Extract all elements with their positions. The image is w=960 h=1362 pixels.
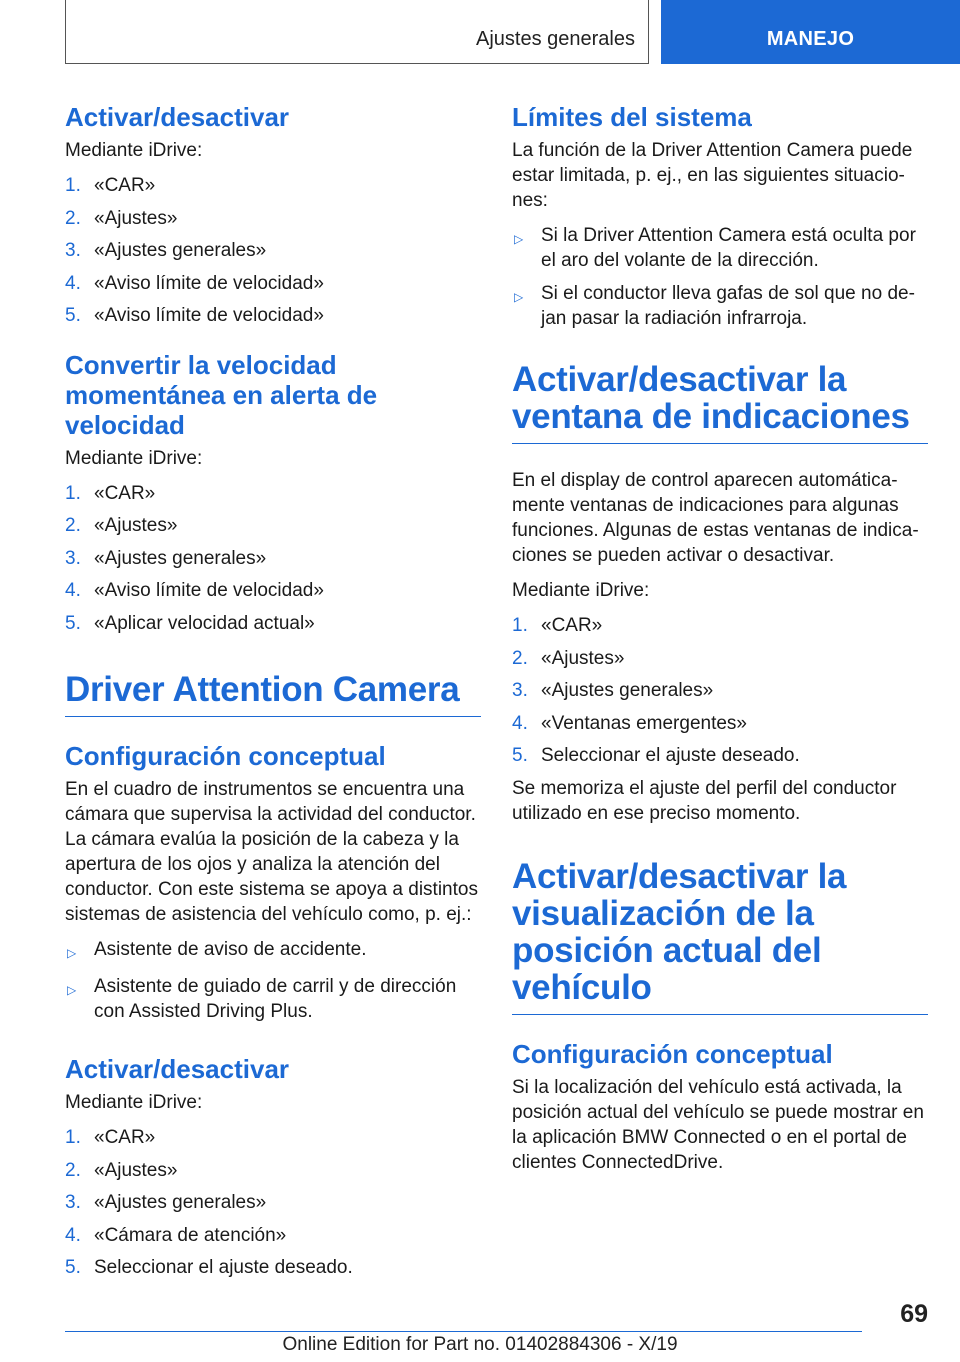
heading-convertir-velocidad: Convertir la velocidad momentánea en alerta de velocidad [65, 349, 378, 440]
triangle-bullet-icon: ▷ [67, 983, 77, 997]
steps-list-right [512, 613, 928, 776]
list-item: 2. «Ajustes» [65, 515, 178, 536]
lead-text: Mediante iDrive: [512, 580, 650, 601]
list-item: 1. «CAR» [65, 482, 156, 504]
chapter-title: MANEJO [766, 28, 855, 50]
steps-list-3 [65, 1125, 481, 1288]
heading-visualizacion-posicion: Activar/desactivar la visualización de la posición actual del vehículo [512, 858, 928, 1015]
list-item: 1. «CAR» [65, 1127, 156, 1148]
steps-list-1 [65, 173, 481, 336]
lead-text: Mediante iDrive: [65, 1092, 203, 1113]
list-item: 3. «Ajustes generales» [65, 547, 267, 569]
list-item: 1. «CAR» [65, 175, 156, 196]
list-item: ▷ Si el conductor lleva gafas de sol que no dejan pasar la radiación infrarroja. [514, 283, 915, 329]
list-item: 2. «Ajustes» [65, 207, 178, 229]
page-number: 69 [900, 1300, 928, 1328]
list-item: ▷ Asistente de guiado de carril y de dirección con Assisted Driving Plus. [67, 976, 457, 1022]
list-item: 4. «Ventanas emergentes» [512, 712, 747, 734]
heading-activar-desactivar-2: Activar/desactivar [65, 1054, 290, 1084]
lead-text: Mediante iDrive: [65, 140, 203, 161]
heading-activar-desactivar: Activar/desactivar [65, 102, 290, 132]
list-item: 1. «CAR» [512, 615, 603, 636]
list-item: 4. «Aviso límite de velocidad» [65, 580, 324, 601]
heading-limites-sistema: Límites del sistema [512, 102, 752, 132]
triangle-bullet-icon: ▷ [514, 290, 524, 304]
paragraph-config-right: Si la localización del vehículo está activada, la posición actual del vehículo se puede mostrar en la aplicación BMW Connected o en el portal de clientes ConnectedDrive. [512, 1076, 924, 1173]
paragraph-memoriza: Se memoriza el ajuste del perfil del conductor utilizado en ese preciso momento. [512, 777, 897, 824]
lead-text: Mediante iDrive: [65, 447, 203, 469]
footer-edition: Online Edition for Part no. 01402884306 - X/19 [282, 1334, 678, 1355]
paragraph-ventana: En el display de control aparecen automáticamente ventanas de indicaciones para algunas funciones. Algunas de estas ventanas de indicaciones se pueden activar o desactivar. [512, 470, 919, 566]
list-item: 5. Seleccionar el ajuste deseado. [65, 1257, 353, 1278]
list-item: 3. «Ajustes generales» [65, 240, 267, 261]
list-item: ▷ Asistente de aviso de accidente. [65, 937, 481, 966]
list-item: 5. «Aplicar velocidad actual» [65, 612, 315, 634]
section-title: Ajustes generales [476, 28, 635, 50]
left-column [65, 102, 481, 1288]
list-item: 4. «Aviso límite de velocidad» [65, 272, 324, 294]
triangle-bullet-icon: ▷ [514, 232, 524, 246]
triangle-bullet-icon: ▷ [67, 946, 77, 960]
list-item: 2. «Ajustes» [65, 1159, 178, 1181]
list-item: 3. «Ajustes generales» [65, 1192, 267, 1213]
list-item: 3. «Ajustes generales» [512, 680, 714, 701]
list-item: ▷ Si la Driver Attention Camera está oculta por el aro del volante de la dirección. [514, 225, 916, 271]
heading-configuracion-conceptual-2: Configuración conceptual [512, 1038, 833, 1069]
list-item: 5. «Aviso límite de velocidad» [65, 305, 324, 326]
paragraph-config: En el cuadro de instrumentos se encuentra una cámara que supervisa la actividad del conductor. La cámara evalúa la posición de la cabeza y la apertura de los ojos y analiza la atención del conductor. Con este sistema se apoya a distintos sistemas de asistencia del vehículo como, p. ej.: [65, 779, 478, 925]
paragraph-limites: La función de la Driver Attention Camera puede estar limitada, p. ej., en las siguientes situaciones: [512, 140, 913, 211]
heading-driver-attention-camera: Driver Attention Camera [65, 671, 481, 717]
right-column [512, 102, 928, 1185]
section-tab [65, 0, 649, 64]
heading-ventana-indicaciones: Activar/desactivar la ventana de indicaciones [512, 361, 928, 444]
page-header [0, 0, 960, 66]
bullet-list-left [65, 937, 481, 1024]
list-item: 5. Seleccionar el ajuste deseado. [512, 745, 800, 766]
list-item: 4. «Cámara de atención» [65, 1224, 287, 1246]
heading-configuracion-conceptual: Configuración conceptual [65, 741, 386, 771]
footer-divider [65, 1331, 862, 1332]
steps-list-2 [65, 481, 481, 644]
list-item: 2. «Ajustes» [512, 647, 625, 669]
bullet-list-right [512, 223, 928, 331]
chapter-tab [661, 0, 960, 64]
